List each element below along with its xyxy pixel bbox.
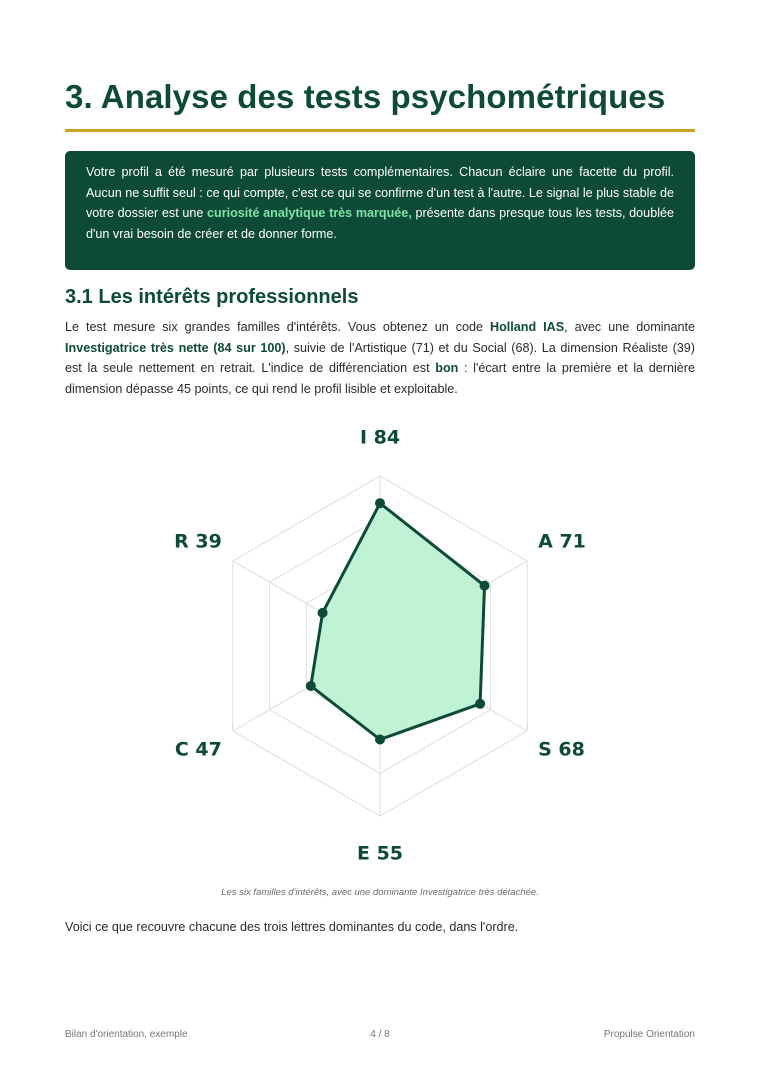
dominant-investigative: Investigatrice très nette (84 sur 100) bbox=[65, 340, 286, 355]
para-text-1: Le test mesure six grandes familles d'intérêts. Vous obtenez un code bbox=[65, 320, 490, 334]
radar-label-I: I 84 bbox=[359, 426, 401, 449]
radar-label-A: A 71 bbox=[538, 530, 586, 553]
radar-label-R: R 39 bbox=[174, 530, 222, 553]
callout-text-after: présente dans presque tous les tests, doublée d'un vrai besoin de créer et de donner forme. bbox=[86, 206, 675, 241]
radar-grid-ring-2 bbox=[306, 561, 453, 731]
subsection-title: 3.1 Les intérêts professionnels bbox=[65, 286, 359, 308]
para-text-4: : l'écart entre la première et la dernière dimension dépasse 45 points, ce qui rend le profil lisible et exploitable. bbox=[65, 361, 695, 396]
callout-highlight: curiosité analytique très marquée, bbox=[207, 206, 412, 221]
radar-axis-S bbox=[380, 646, 527, 731]
radar-axis-R bbox=[233, 561, 380, 646]
radar-axis-C bbox=[233, 646, 380, 731]
radar-point-S bbox=[475, 699, 485, 709]
radar-point-A bbox=[480, 581, 490, 591]
radar-points bbox=[306, 498, 490, 744]
radar-point-C bbox=[306, 681, 316, 691]
holland-code: Holland IAS bbox=[490, 320, 565, 334]
radar-point-R bbox=[318, 608, 328, 618]
interests-paragraph bbox=[65, 317, 695, 399]
para-text-3: , suivie de l'Artistique (71) et du Social (68). La dimension Réaliste (39) est la seule nettement en retrait. L'indice de différenciation est bbox=[65, 340, 695, 376]
footer-left: Bilan d'orientation, exemple bbox=[65, 1029, 188, 1040]
radar-axis-A bbox=[380, 561, 527, 646]
radar-point-I bbox=[375, 498, 385, 508]
radar-grid-ring-1 bbox=[343, 604, 417, 689]
radar-grid-ring-4 bbox=[233, 476, 527, 816]
summary-callout bbox=[65, 151, 695, 270]
radar-labels bbox=[174, 427, 586, 865]
radar-grid-ring-3 bbox=[270, 519, 491, 774]
radar-point-E bbox=[375, 735, 385, 745]
differentiation-index: bon bbox=[435, 361, 459, 376]
intro-paragraph: Voici ce que recouvre chacune des trois lettres dominantes du code, dans l'ordre. bbox=[65, 920, 519, 934]
callout-text-before: Votre profil a été mesuré par plusieurs tests complémentaires. Chacun éclaire une facette du profil. Aucun ne suffit seul : ce qui compte, c'est ce qui se confirme d'un test à l'autre. Le signal le plus stable de votre dossier est une bbox=[86, 165, 674, 221]
radar-data-polygon bbox=[311, 503, 485, 739]
chart-caption: Les six familles d'intérêts, avec une dominante Investigatrice très détachée. bbox=[221, 887, 539, 898]
footer-page-number: 4 / 8 bbox=[370, 1029, 390, 1040]
radar-grid bbox=[233, 476, 527, 816]
title-divider bbox=[65, 129, 695, 132]
footer-right: Propulse Orientation bbox=[603, 1029, 695, 1040]
para-text-2: , avec une dominante bbox=[564, 320, 696, 334]
radar-label-S: S 68 bbox=[538, 738, 585, 761]
radar-label-E: E 55 bbox=[356, 842, 404, 865]
section-title: 3. Analyse des tests psychométriques bbox=[65, 78, 666, 115]
radar-axes bbox=[233, 476, 527, 816]
radar-label-C: C 47 bbox=[174, 738, 222, 761]
